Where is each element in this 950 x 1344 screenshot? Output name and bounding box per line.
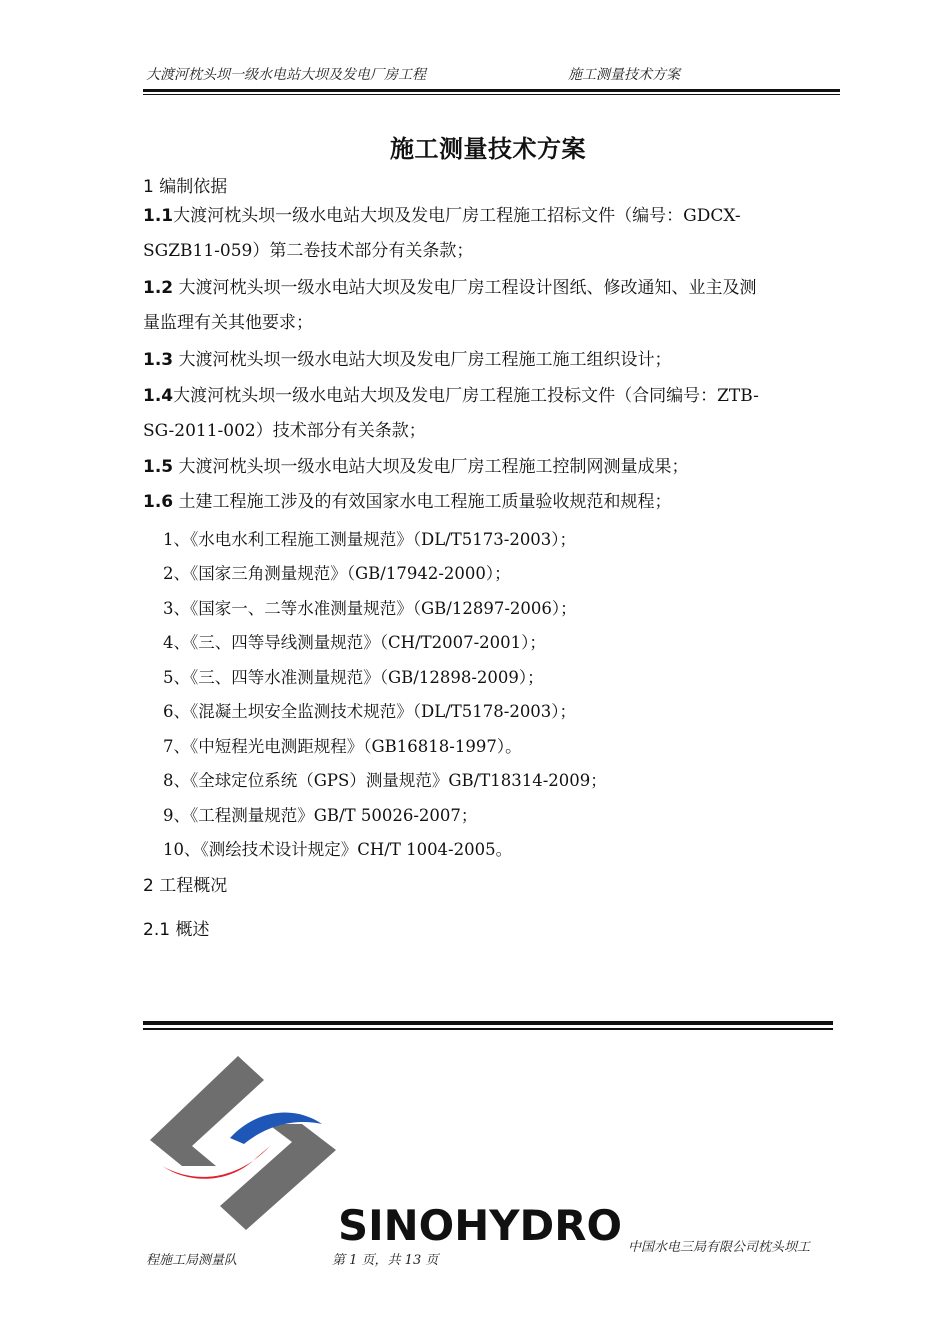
clause-text-cont: 量监理有关其他要求；: [143, 313, 313, 333]
clause-1-3: [143, 343, 835, 378]
clause-text: 大渡河枕头坝一级水电站大坝及发电厂房工程施工招标文件（编号：GDCX-: [173, 206, 741, 226]
header-project-name: 大渡河枕头坝一级水电站大坝及发电厂房工程: [146, 67, 426, 83]
clause-text: 大渡河枕头坝一级水电站大坝及发电厂房工程施工施工组织设计；: [173, 350, 672, 370]
clause-number: 1.1: [143, 206, 174, 226]
standard-item-5: 5、《三、四等水准测量规范》（GB/12898-2009）；: [163, 668, 544, 687]
standard-item-9: 9、《工程测量规范》GB/T 50026-2007；: [163, 806, 478, 825]
clause-number: 1.5: [143, 457, 174, 477]
standard-item-2: 2、《国家三角测量规范》（GB/17942-2000）；: [163, 564, 511, 583]
standard-item-1: 1、《水电水利工程施工测量规范》（DL/T5173-2003）；: [163, 530, 577, 549]
header-document-name: 施工测量技术方案: [568, 67, 680, 83]
footer-company-line1: 中国水电三局有限公司枕头坝工: [628, 1240, 811, 1255]
wordmark-text: SINOHYDRO: [338, 1201, 622, 1248]
footer-rule-thin: [143, 1028, 833, 1030]
clause-1-5: [143, 450, 835, 485]
clause-text: 土建工程施工涉及的有效国家水电工程施工质量验收规范和规程；: [173, 492, 672, 512]
sinohydro-wordmark-logo: [336, 1200, 626, 1248]
standard-item-6: 6、《混凝土坝安全监测技术规范》（DL/T5178-2003）；: [163, 702, 577, 721]
clause-text: 大渡河枕头坝一级水电站大坝及发电厂房工程施工控制网测量成果；: [173, 457, 689, 477]
clause-number: 1.4: [143, 386, 174, 406]
clause-number: 1.2: [143, 278, 174, 298]
sinohydro-emblem-logo: [146, 1054, 342, 1242]
footer-company-line2: 程施工局测量队: [146, 1253, 238, 1268]
section-2-1-heading: 2.1 概述: [143, 920, 210, 940]
document-title: 施工测量技术方案: [390, 135, 586, 163]
standard-item-7: 7、《中短程光电测距规程》（GB16818-1997）。: [163, 737, 522, 756]
header-rule: [143, 89, 840, 92]
clause-1-2: [143, 271, 835, 341]
standard-item-4: 4、《三、四等导线测量规范》（CH/T2007-2001）；: [163, 633, 546, 652]
standard-item-10: 10、《测绘技术设计规定》CH/T 1004-2005。: [163, 840, 513, 859]
clause-text: 大渡河枕头坝一级水电站大坝及发电厂房工程设计图纸、修改通知、业主及测: [173, 278, 757, 298]
clause-1-1: [143, 199, 835, 269]
footer-rule: [143, 1021, 833, 1025]
header-rule-thin: [143, 94, 840, 95]
clause-text-cont: SGZB11-059）第二卷技术部分有关条款；: [143, 241, 474, 261]
standard-item-8: 8、《全球定位系统（GPS）测量规范》GB/T18314-2009；: [163, 771, 607, 790]
clause-number: 1.6: [143, 492, 174, 512]
standard-item-3: 3、《国家一、二等水准测量规范》（GB/12897-2006）；: [163, 599, 577, 618]
clause-1-6: [143, 485, 835, 520]
clause-text-cont: SG-2011-002）技术部分有关条款；: [143, 421, 426, 441]
section-1-heading: 1 编制依据: [143, 177, 228, 197]
clause-1-4: [143, 379, 835, 449]
clause-text: 大渡河枕头坝一级水电站大坝及发电厂房工程施工投标文件（合同编号：ZTB-: [173, 386, 759, 406]
section-2-heading: 2 工程概况: [143, 876, 228, 896]
clause-number: 1.3: [143, 350, 174, 370]
footer-page-info: 第 1 页，共 13 页: [332, 1253, 439, 1268]
